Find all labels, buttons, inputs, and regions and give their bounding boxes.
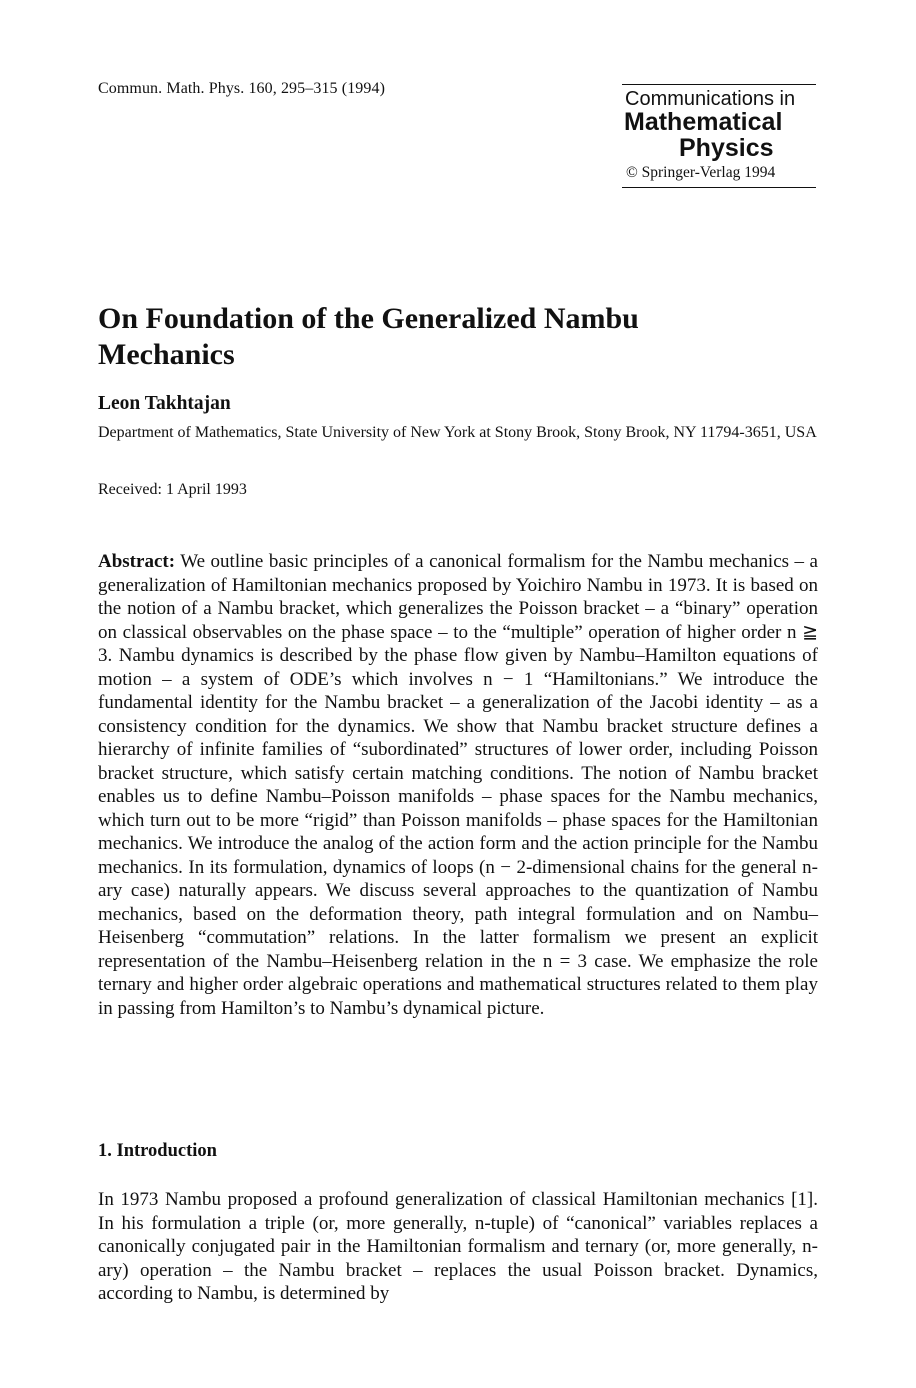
journal-logo-line3: Physics bbox=[679, 134, 774, 162]
received-date: Received: 1 April 1993 bbox=[98, 481, 247, 498]
abstract bbox=[98, 550, 818, 1020]
publisher-copyright: © Springer-Verlag 1994 bbox=[626, 164, 776, 181]
journal-logo-line2: Mathematical bbox=[624, 108, 783, 136]
journal-logo bbox=[622, 84, 816, 188]
journal-citation: Commun. Math. Phys. 160, 295–315 (1994) bbox=[98, 80, 386, 97]
introduction-text: In 1973 Nambu proposed a profound generalization of classical Hamiltonian mechanics [1]. In his formulation a triple (or, more generally, n-tuple) of “canonical” variables replaces a canonically conjugated pair in the Hamiltonian formalism and ternary (or, more generally, n-ary) operation – the Nambu bracket – replaces the usual Poisson bracket. Dynamics, according to Nambu, is determined by bbox=[98, 1189, 818, 1304]
section-heading: 1. Introduction bbox=[98, 1141, 217, 1161]
author-affiliation: Department of Mathematics, State University of New York at Stony Brook, Stony Brook, NY 11794-3651, USA bbox=[98, 424, 817, 441]
author-name: Leon Takhtajan bbox=[98, 393, 231, 414]
paper-title: On Foundation of the Generalized Nambu Mechanics bbox=[98, 302, 639, 371]
abstract-label: Abstract: bbox=[98, 551, 176, 572]
journal-logo-line1: Communications in bbox=[625, 88, 796, 110]
abstract-text: We outline basic principles of a canonical formalism for the Nambu mechanics – a generalization of Hamiltonian mechanics proposed by Yoichiro Nambu in 1973. It is based on the notion of a Nambu bracket, which generalizes the Poisson bracket – a “binary” operation on classical observables on the phase space – to the “multiple” operation of higher order n ≧ 3. Nambu dynamics is described by the phase flow given by Nambu–Hamilton equations of motion – a system of ODE’s which involves n − 1 “Hamiltonians.” We introduce the fundamental identity for the Nambu bracket – a generalization of the Jacobi identity – as a consistency condition for the dynamics. We show that Nambu bracket structure defines a hierarchy of infinite families of “subordinated” structures of lower order, including Poisson bracket structure, which satisfy certain matching conditions. The notion of Nambu bracket enables us to define Nambu–Poisson manifolds – phase spaces for the Nambu mechanics, which turn out to be more “rigid” than Poisson manifolds – phase spaces for the Hamiltonian mechanics. We introduce the analog of the action form and the action principle for the Nambu mechanics. In its formulation, dynamics of loops (n − 2-dimensional chains for the general n-ary case) naturally appears. We discuss several approaches to the quantization of Nambu mechanics, based on the deformation theory, path integral formulation and on Nambu–Heisenberg “commutation” relations. In the latter formalism we present an explicit representation of the Nambu–Heisenberg relation in the n = 3 case. We emphasize the role ternary and higher order algebraic operations and mathematical structures related to them play in passing from Hamilton’s to Nambu’s dynamical picture. bbox=[98, 551, 818, 1019]
